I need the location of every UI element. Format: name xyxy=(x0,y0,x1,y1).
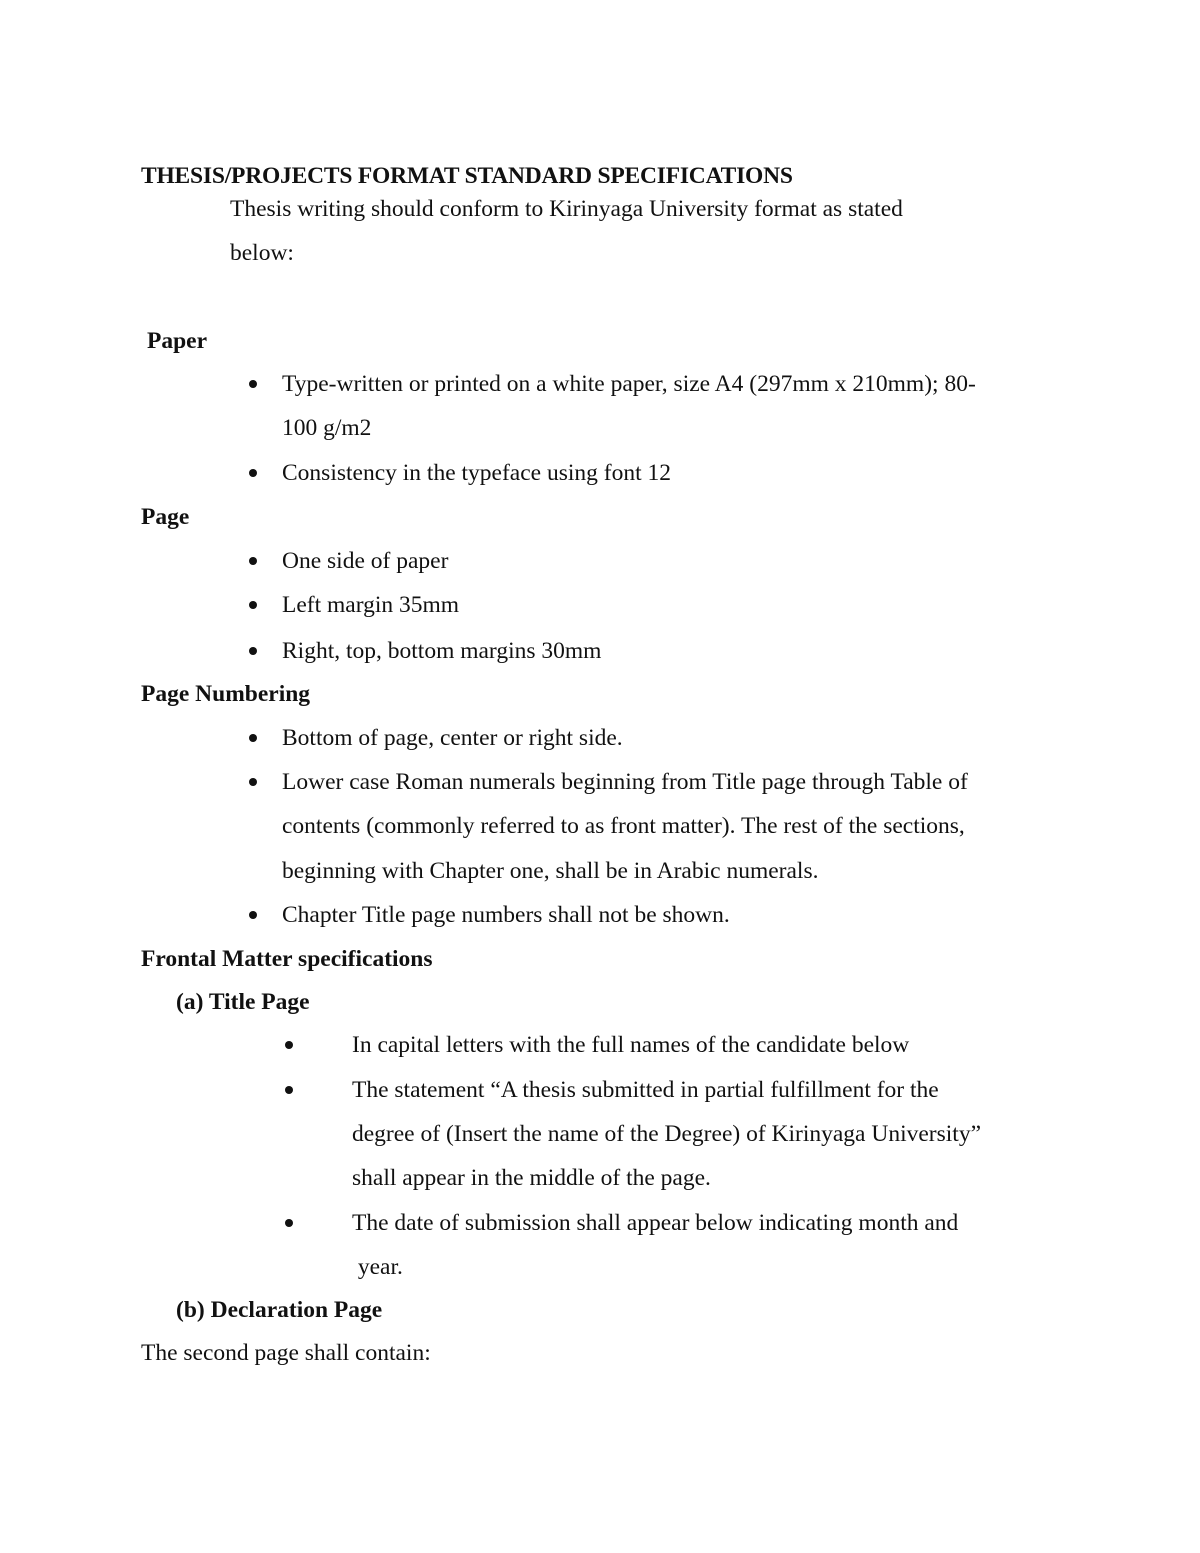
bullet-icon xyxy=(249,734,257,742)
subheading-declaration-page: (b) Declaration Page xyxy=(176,1297,383,1323)
intro-line-2: below: xyxy=(230,240,294,266)
list-item-page-2: Left margin 35mm xyxy=(282,592,460,618)
list-item-title-page-2-line-3: shall appear in the middle of the page. xyxy=(352,1165,711,1191)
bullet-icon xyxy=(285,1041,293,1049)
document-title: THESIS/PROJECTS FORMAT STANDARD SPECIFICATIONS xyxy=(141,163,793,189)
list-item-numbering-1: Bottom of page, center or right side. xyxy=(282,725,623,751)
list-item-page-1: One side of paper xyxy=(282,548,449,574)
bullet-icon xyxy=(285,1219,293,1227)
list-item-title-page-2-line-1: The statement “A thesis submitted in partial fulfillment for the xyxy=(352,1077,939,1103)
list-item-numbering-2-line-3: beginning with Chapter one, shall be in Arabic numerals. xyxy=(282,858,819,884)
bullet-icon xyxy=(249,647,257,655)
list-item-title-page-1: In capital letters with the full names of the candidate below xyxy=(352,1032,910,1058)
list-item-numbering-3: Chapter Title page numbers shall not be shown. xyxy=(282,902,730,928)
list-item-page-3: Right, top, bottom margins 30mm xyxy=(282,638,602,664)
section-heading-frontal-matter: Frontal Matter specifications xyxy=(141,946,433,972)
bullet-icon xyxy=(285,1086,293,1094)
intro-line-1: Thesis writing should conform to Kirinyaga University format as stated xyxy=(230,196,903,222)
list-item-title-page-3-line-1: The date of submission shall appear below indicating month and xyxy=(352,1210,959,1236)
section-heading-page-numbering: Page Numbering xyxy=(141,681,311,707)
list-item-title-page-3-line-2: year. xyxy=(352,1254,403,1280)
bullet-icon xyxy=(249,911,257,919)
bullet-icon xyxy=(249,601,257,609)
list-item-numbering-2-line-1: Lower case Roman numerals beginning from Title page through Table of xyxy=(282,769,968,795)
list-item-paper-1-line-1: Type-written or printed on a white paper, size A4 (297mm x 210mm); 80- xyxy=(282,371,976,397)
declaration-text: The second page shall contain: xyxy=(141,1340,431,1366)
bullet-icon xyxy=(249,557,257,565)
list-item-numbering-2-line-2: contents (commonly referred to as front matter). The rest of the sections, xyxy=(282,813,965,839)
bullet-icon xyxy=(249,469,257,477)
list-item-paper-1-line-2: 100 g/m2 xyxy=(282,415,372,441)
section-heading-page: Page xyxy=(141,504,190,530)
bullet-icon xyxy=(249,380,257,388)
bullet-icon xyxy=(249,778,257,786)
list-item-paper-2: Consistency in the typeface using font 12 xyxy=(282,460,671,486)
section-heading-paper: Paper xyxy=(147,328,208,354)
list-item-title-page-2-line-2: degree of (Insert the name of the Degree) of Kirinyaga University” xyxy=(352,1121,982,1147)
subheading-title-page: (a) Title Page xyxy=(176,989,310,1015)
